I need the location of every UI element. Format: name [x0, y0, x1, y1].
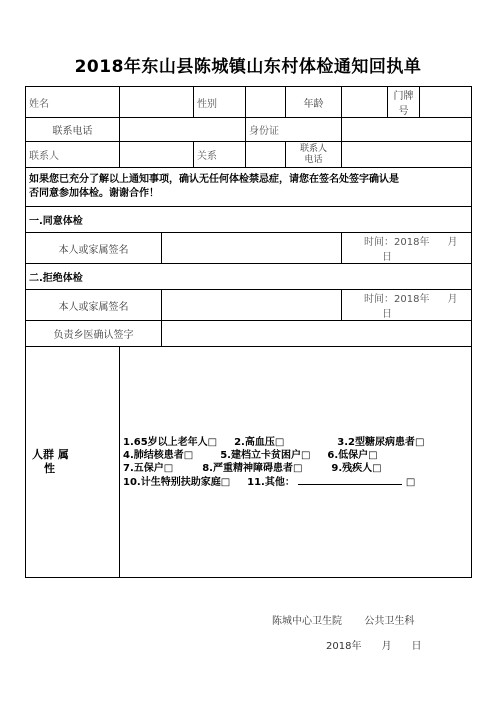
- name-label: 姓名: [26, 87, 120, 118]
- doctor-sign-label: 负责乡医确认签字: [26, 321, 162, 347]
- relation-label: 关系: [194, 142, 246, 168]
- gender-label: 性别: [194, 87, 246, 118]
- row-notice: [26, 168, 472, 207]
- row-contact: [26, 142, 472, 168]
- options-line-4: [123, 475, 468, 489]
- refuse-heading: 二.拒绝体检: [26, 264, 472, 290]
- row-population: [26, 347, 472, 578]
- option-diabetes[interactable]: 3.2型糖尿病患者□: [337, 436, 425, 448]
- row-refuse-sign: [26, 290, 472, 321]
- contact-phone-field[interactable]: [342, 142, 472, 168]
- options-line-3: [123, 462, 468, 475]
- footer-date: 2018年 月 日: [326, 641, 422, 652]
- option-poor-household[interactable]: 5.建档立卡贫困户□: [220, 449, 311, 461]
- option-other-field[interactable]: [298, 475, 402, 485]
- options-line-2: [123, 449, 468, 462]
- row-agree-sign: [26, 233, 472, 264]
- gender-field[interactable]: [246, 87, 286, 118]
- phone-field[interactable]: [120, 118, 246, 142]
- option-mental-disorder[interactable]: 8.严重精神障碍患者□: [202, 462, 303, 474]
- options-line-1: [123, 436, 468, 449]
- age-field[interactable]: [342, 87, 388, 118]
- row-doctor-sign: [26, 321, 472, 347]
- footer-org-hospital: 陈城中心卫生院: [272, 616, 342, 627]
- option-hypertension[interactable]: 2.高血压□: [234, 436, 285, 448]
- option-other-checkbox[interactable]: □: [405, 476, 416, 488]
- population-label: 人群 属 性: [26, 347, 120, 578]
- doctor-signature-field[interactable]: [162, 321, 472, 347]
- agree-signature-field[interactable]: [162, 233, 342, 264]
- page-title: 2018年东山县陈城镇山东村体检通知回执单: [74, 57, 422, 77]
- name-field[interactable]: [120, 87, 194, 118]
- contact-phone-label: 联系人 电话: [286, 142, 342, 168]
- id-card-field[interactable]: [342, 118, 472, 142]
- contact-label: 联系人: [26, 142, 120, 168]
- row-basic-info: [26, 87, 472, 118]
- row-phone-id: [26, 118, 472, 142]
- form-table: [25, 86, 472, 578]
- option-tuberculosis[interactable]: 4.肺结核患者□: [123, 449, 194, 461]
- phone-label: 联系电话: [26, 118, 120, 142]
- footer-org-dept: 公共卫生科: [364, 616, 415, 627]
- row-agree-heading: [26, 207, 472, 233]
- door-number-field[interactable]: [420, 87, 472, 118]
- refuse-signature-field[interactable]: [162, 290, 342, 321]
- age-label: 年龄: [286, 87, 342, 118]
- option-five-guarantee[interactable]: 7.五保户□: [123, 462, 174, 474]
- option-elderly[interactable]: 1.65岁以上老年人□: [123, 436, 218, 448]
- option-low-income[interactable]: 6.低保户□: [327, 449, 378, 461]
- option-disabled[interactable]: 9.残疾人□: [331, 462, 382, 474]
- id-card-label: 身份证: [246, 118, 342, 142]
- refuse-time: 时间：2018年 月日: [342, 290, 472, 321]
- refuse-sign-label: 本人或家属签名: [26, 290, 162, 321]
- agree-time: 时间：2018年 月日: [342, 233, 472, 264]
- option-other-label: 11.其他：: [247, 476, 295, 488]
- door-number-label: 门牌号: [388, 87, 420, 118]
- consent-notice: 如果您已充分了解以上通知事项，确认无任何体检禁忌症，请您在签名处签字确认是 否同意参加体检。谢谢合作！: [26, 168, 472, 207]
- population-options: [120, 347, 472, 578]
- row-refuse-heading: [26, 264, 472, 290]
- agree-sign-label: 本人或家属签名: [26, 233, 162, 264]
- footer-organization: [272, 612, 414, 627]
- relation-field[interactable]: [246, 142, 286, 168]
- contact-field[interactable]: [120, 142, 194, 168]
- option-family-planning[interactable]: 10.计生特别扶助家庭□: [123, 476, 231, 488]
- agree-heading: 一.同意体检: [26, 207, 472, 233]
